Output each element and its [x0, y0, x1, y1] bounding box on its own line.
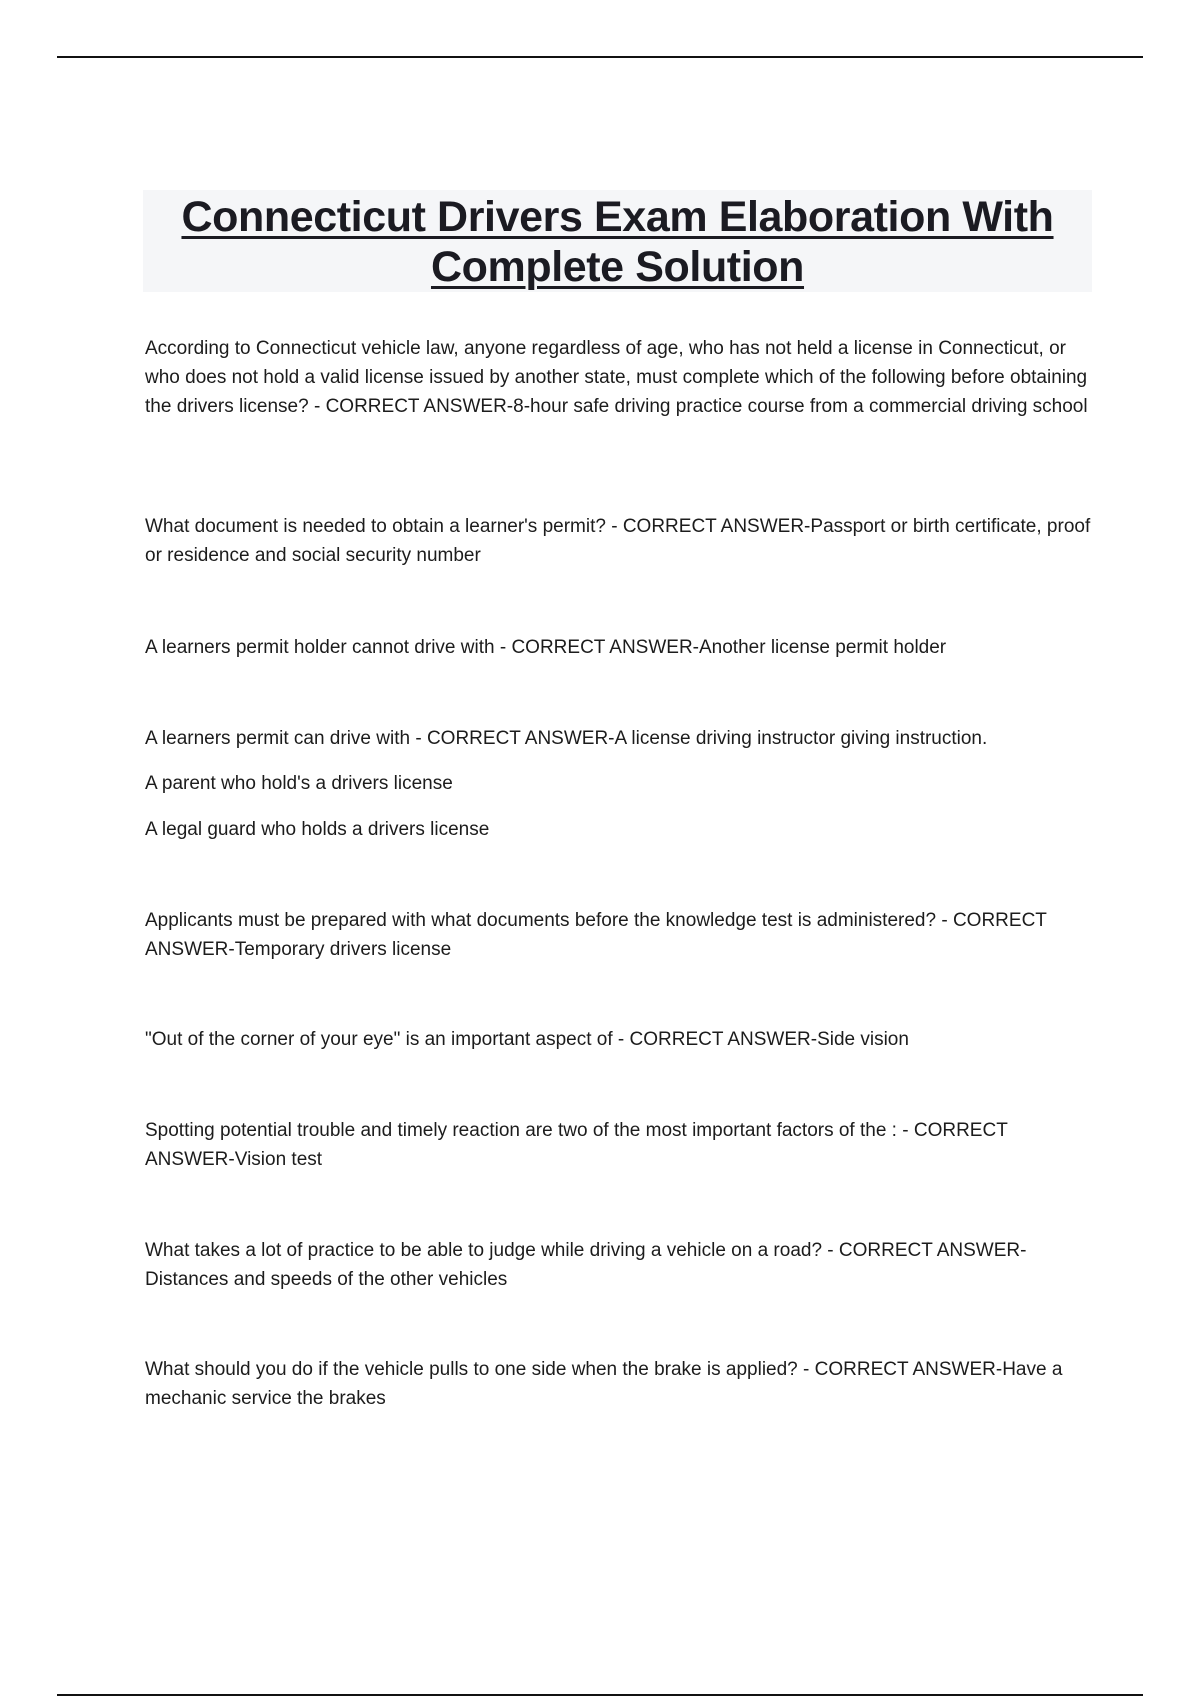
- answer-text: Passport or birth certificate, proof or residence and social security number: [145, 516, 1091, 566]
- document-title: Connecticut Drivers Exam Elaboration With Complete Solution: [181, 193, 1054, 291]
- question-text: A learners permit holder cannot drive with: [145, 637, 495, 658]
- question-text: "Out of the corner of your eye" is an important aspect of: [145, 1029, 613, 1050]
- qa-item: [145, 633, 1095, 662]
- answer-extra-line: A legal guard who holds a drivers license: [145, 819, 490, 840]
- qa-item: [145, 1355, 1095, 1413]
- answer-marker: - CORRECT ANSWER-: [145, 1120, 1008, 1170]
- bottom-rule: [57, 1694, 1143, 1696]
- question-text: What document is needed to obtain a learner's permit?: [145, 516, 606, 537]
- qa-item: [145, 512, 1095, 570]
- question-text: Applicants must be prepared with what documents before the knowledge test is administered?: [145, 910, 937, 931]
- answer-text: A license driving instructor giving instruction.: [614, 728, 988, 749]
- question-text: According to Connecticut vehicle law, anyone regardless of age, who has not held a license in Connecticut, or who does not hold a valid license issued by another state, must complete which of the following before obtaining the drivers license?: [145, 338, 1088, 417]
- question-text: What should you do if the vehicle pulls to one side when the brake is applied?: [145, 1359, 798, 1380]
- answer-marker: - CORRECT ANSWER-: [797, 1359, 1003, 1380]
- answer-text: Temporary drivers license: [234, 939, 452, 960]
- qa-item: [145, 334, 1095, 421]
- qa-item: [145, 1236, 1095, 1294]
- answer-extra-line: A parent who hold's a drivers license: [145, 773, 453, 794]
- answer-marker: - CORRECT ANSWER-: [822, 1240, 1027, 1261]
- answer-text: Distances and speeds of the other vehicles: [145, 1269, 508, 1290]
- answer-marker: - CORRECT ANSWER-: [494, 637, 699, 658]
- answer-marker: - CORRECT ANSWER-: [605, 516, 811, 537]
- answer-marker: - CORRECT ANSWER-: [612, 1029, 818, 1050]
- title-banner: [143, 190, 1092, 292]
- top-rule: [57, 56, 1143, 58]
- question-text: A learners permit can drive with: [145, 728, 411, 749]
- qa-item: [145, 1025, 1095, 1054]
- answer-marker: - CORRECT ANSWER-: [308, 396, 514, 417]
- qa-item: [145, 1116, 1095, 1174]
- answer-text: Vision test: [234, 1149, 323, 1170]
- answer-text: 8-hour safe driving practice course from a commercial driving school: [513, 396, 1088, 417]
- qa-item: [145, 906, 1095, 964]
- answer-marker: - CORRECT ANSWER-: [410, 728, 615, 749]
- answer-text: Side vision: [817, 1029, 909, 1050]
- qa-item: [145, 724, 1095, 753]
- answer-marker: - CORRECT ANSWER-: [145, 910, 1047, 960]
- question-text: What takes a lot of practice to be able to judge while driving a vehicle on a road?: [145, 1240, 823, 1261]
- answer-text: Have a mechanic service the brakes: [145, 1359, 1063, 1409]
- answer-text: Another license permit holder: [699, 637, 947, 658]
- question-text: Spotting potential trouble and timely reaction are two of the most important factors of the :: [145, 1120, 897, 1141]
